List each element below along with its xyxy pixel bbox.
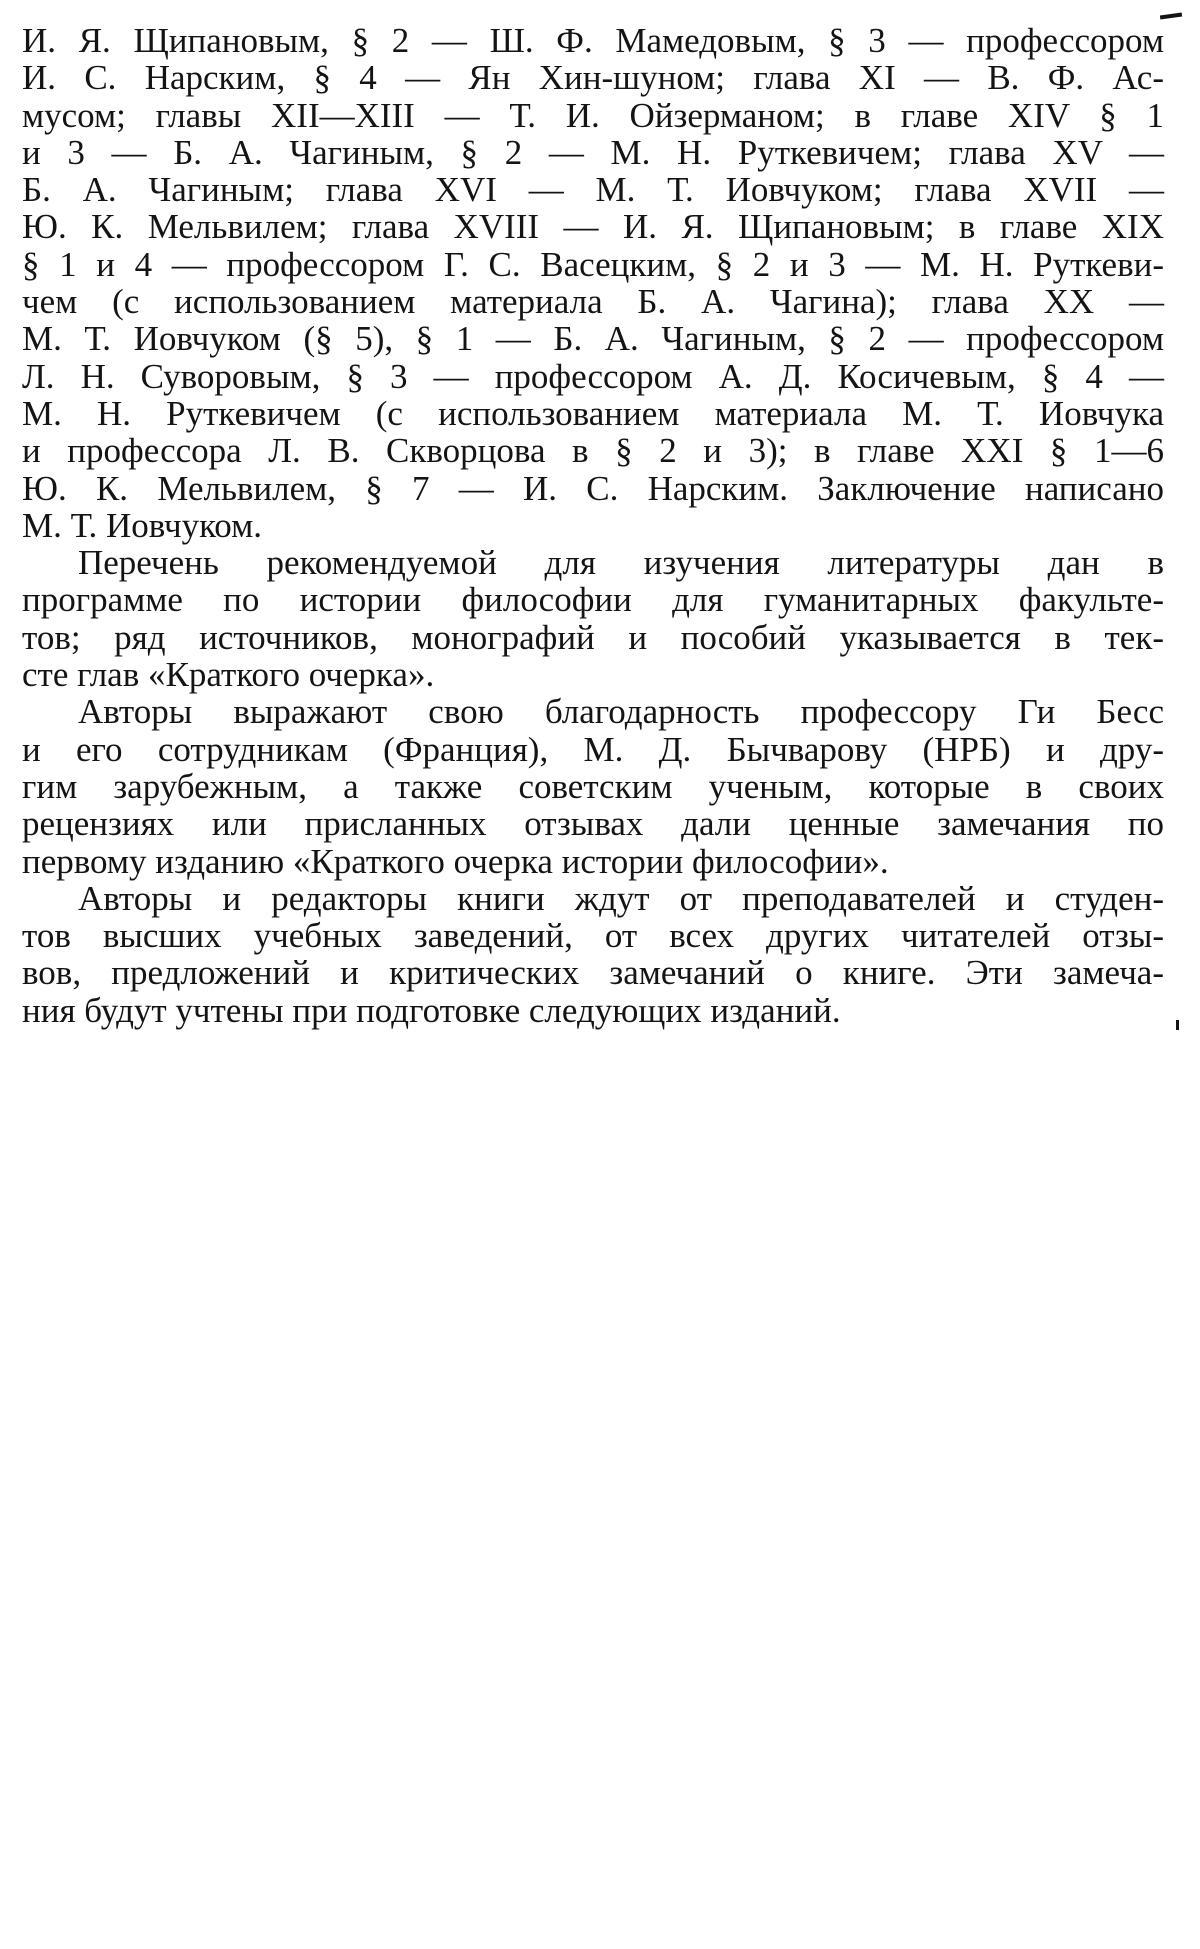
- page-text: [22, 22, 1164, 1029]
- text-line: вов, предложений и критических замечаний о книге. Эти замеча-: [22, 953, 1164, 993]
- text-line: тов; ряд источников, монографий и пособий указывается в тек-: [22, 617, 1164, 657]
- paragraph-acknowledgements: [22, 693, 1164, 879]
- text-line: и профессора Л. В. Скворцова в § 2 и 3); в главе XXI § 1—6: [22, 431, 1164, 471]
- text-line: и его сотрудникам (Франция), М. Д. Бычварову (НРБ) и дру-: [22, 729, 1164, 769]
- text-line: гим зарубежным, а также советским ученым, которые в своих: [22, 766, 1164, 806]
- text-line: ния будут учтены при подготовке следующих изданий.: [22, 990, 841, 1030]
- text-line: рецензиях или присланных отзывах дали ценные замечания по: [22, 804, 1164, 844]
- text-line: Б. А. Чагиным; глава XVI — М. Т. Иовчуком; глава XVII —: [22, 170, 1164, 210]
- text-line: и 3 — Б. А. Чагиным, § 2 — М. Н. Руткевичем; глава XV —: [22, 132, 1164, 172]
- text-line: Авторы и редакторы книги ждут от преподавателей и студен-: [78, 878, 1164, 918]
- text-line: программе по истории философии для гуманитарных факульте-: [22, 580, 1164, 620]
- text-line: Перечень рекомендуемой для изучения литературы дан в: [78, 543, 1164, 583]
- text-line: § 1 и 4 — профессором Г. С. Васецким, § 2 и 3 — М. Н. Руткеви-: [22, 244, 1164, 284]
- text-line: И. Я. Щипановым, § 2 — Ш. Ф. Мамедовым, § 3 — профессором: [22, 21, 1164, 60]
- text-line: сте глав «Краткого очерка».: [22, 655, 435, 695]
- text-line: Ю. К. Мельвилем; глава XVIII — И. Я. Щипановым; в главе XIX: [22, 207, 1164, 247]
- text-line: мусом; главы XII—XIII — Т. И. Ойзерманом; в главе XIV § 1: [22, 95, 1164, 135]
- text-line: первому изданию «Краткого очерка истории философии».: [22, 841, 889, 881]
- text-line: И. С. Нарским, § 4 — Ян Хин-шуном; глава XI — В. Ф. Ас-: [22, 58, 1164, 98]
- corner-ink-mark: [1160, 12, 1182, 19]
- text-line: Авторы выражают свою благодарность профессору Ги Бесс: [78, 692, 1164, 732]
- paragraph-literature: [22, 544, 1164, 693]
- text-line: Ю. К. Мельвилем, § 7 — И. С. Нарским. Заключение написано: [22, 468, 1164, 508]
- text-line: М. Т. Иовчуком (§ 5), § 1 — Б. А. Чагиным, § 2 — профессором: [22, 319, 1164, 359]
- text-line: Л. Н. Суворовым, § 3 — профессором А. Д. Косичевым, § 4 —: [22, 356, 1164, 396]
- paragraph-feedback-request: [22, 880, 1164, 1029]
- text-line: М. Т. Иовчуком.: [22, 505, 263, 545]
- text-line: чем (с использованием материала Б. А. Чагина); глава XX —: [22, 282, 1164, 322]
- text-line: тов высших учебных заведений, от всех других читателей отзы-: [22, 916, 1164, 956]
- margin-ink-mark: [1176, 1020, 1179, 1030]
- text-line: М. Н. Руткевичем (с использованием материала М. Т. Иовчука: [22, 393, 1164, 433]
- paragraph-authors-continued: [22, 22, 1164, 544]
